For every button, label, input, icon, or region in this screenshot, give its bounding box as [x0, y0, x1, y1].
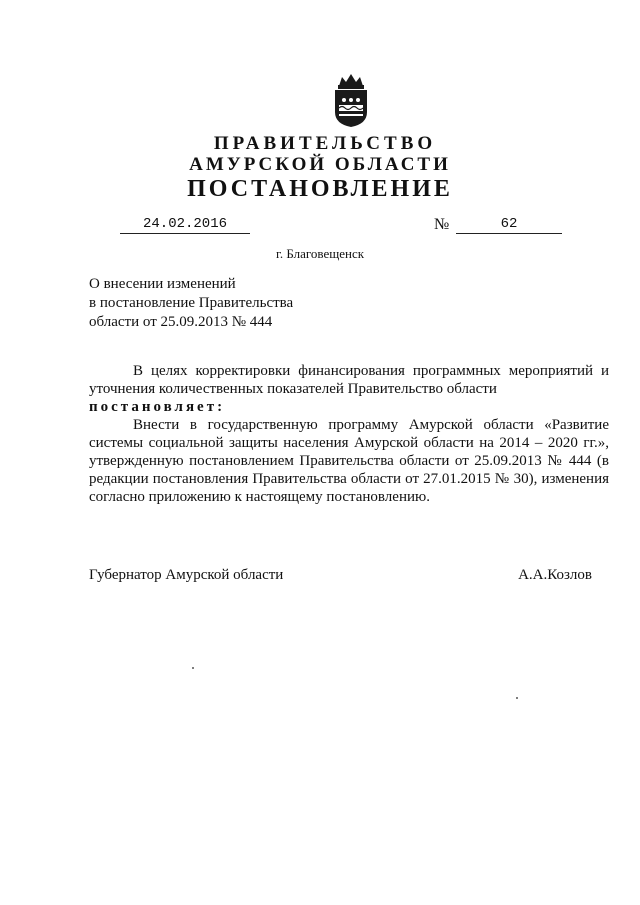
document-number: 62: [456, 216, 562, 234]
scan-speck: [192, 667, 194, 669]
government-title-line1: ПРАВИТЕЛЬСТВО: [213, 133, 437, 154]
document-subject: [89, 275, 293, 332]
amur-coat-of-arms-icon: [329, 72, 373, 128]
decree-word: постановляет:: [89, 399, 226, 415]
signatory-title: Губернатор Амурской области: [89, 567, 284, 583]
document-body: [89, 362, 609, 506]
subject-line: О внесении изменений: [89, 276, 236, 292]
scan-speck: [516, 697, 518, 699]
subject-line: в постановление Правительства: [89, 295, 294, 311]
government-title-line2: АМУРСКОЙ ОБЛАСТИ: [189, 154, 451, 175]
preamble-paragraph: В целях корректировки финансирования программных мероприятий и уточнения количественных показателей Правительство области: [89, 363, 609, 397]
number-sign: №: [434, 216, 450, 233]
document-date: 24.02.2016: [120, 216, 250, 234]
signatory-name: А.А.Козлов: [518, 567, 592, 583]
document-type-title: ПОСТАНОВЛЕНИЕ: [187, 176, 453, 202]
city-name: г. Благовещенск: [275, 246, 365, 261]
clause-paragraph: Внести в государственную программу Амурской области «Развитие системы социальной защиты населения Амурской области на 2014 – 2020 гг.», утвержденную постановлением Правительства области от 25.09.2013 № 444 (в редакции постановления Правительства области от 27.01.2015 № 30), изменения согласно приложению к настоящему постановлению.: [89, 417, 609, 505]
subject-line: области от 25.09.2013 № 444: [89, 314, 273, 330]
